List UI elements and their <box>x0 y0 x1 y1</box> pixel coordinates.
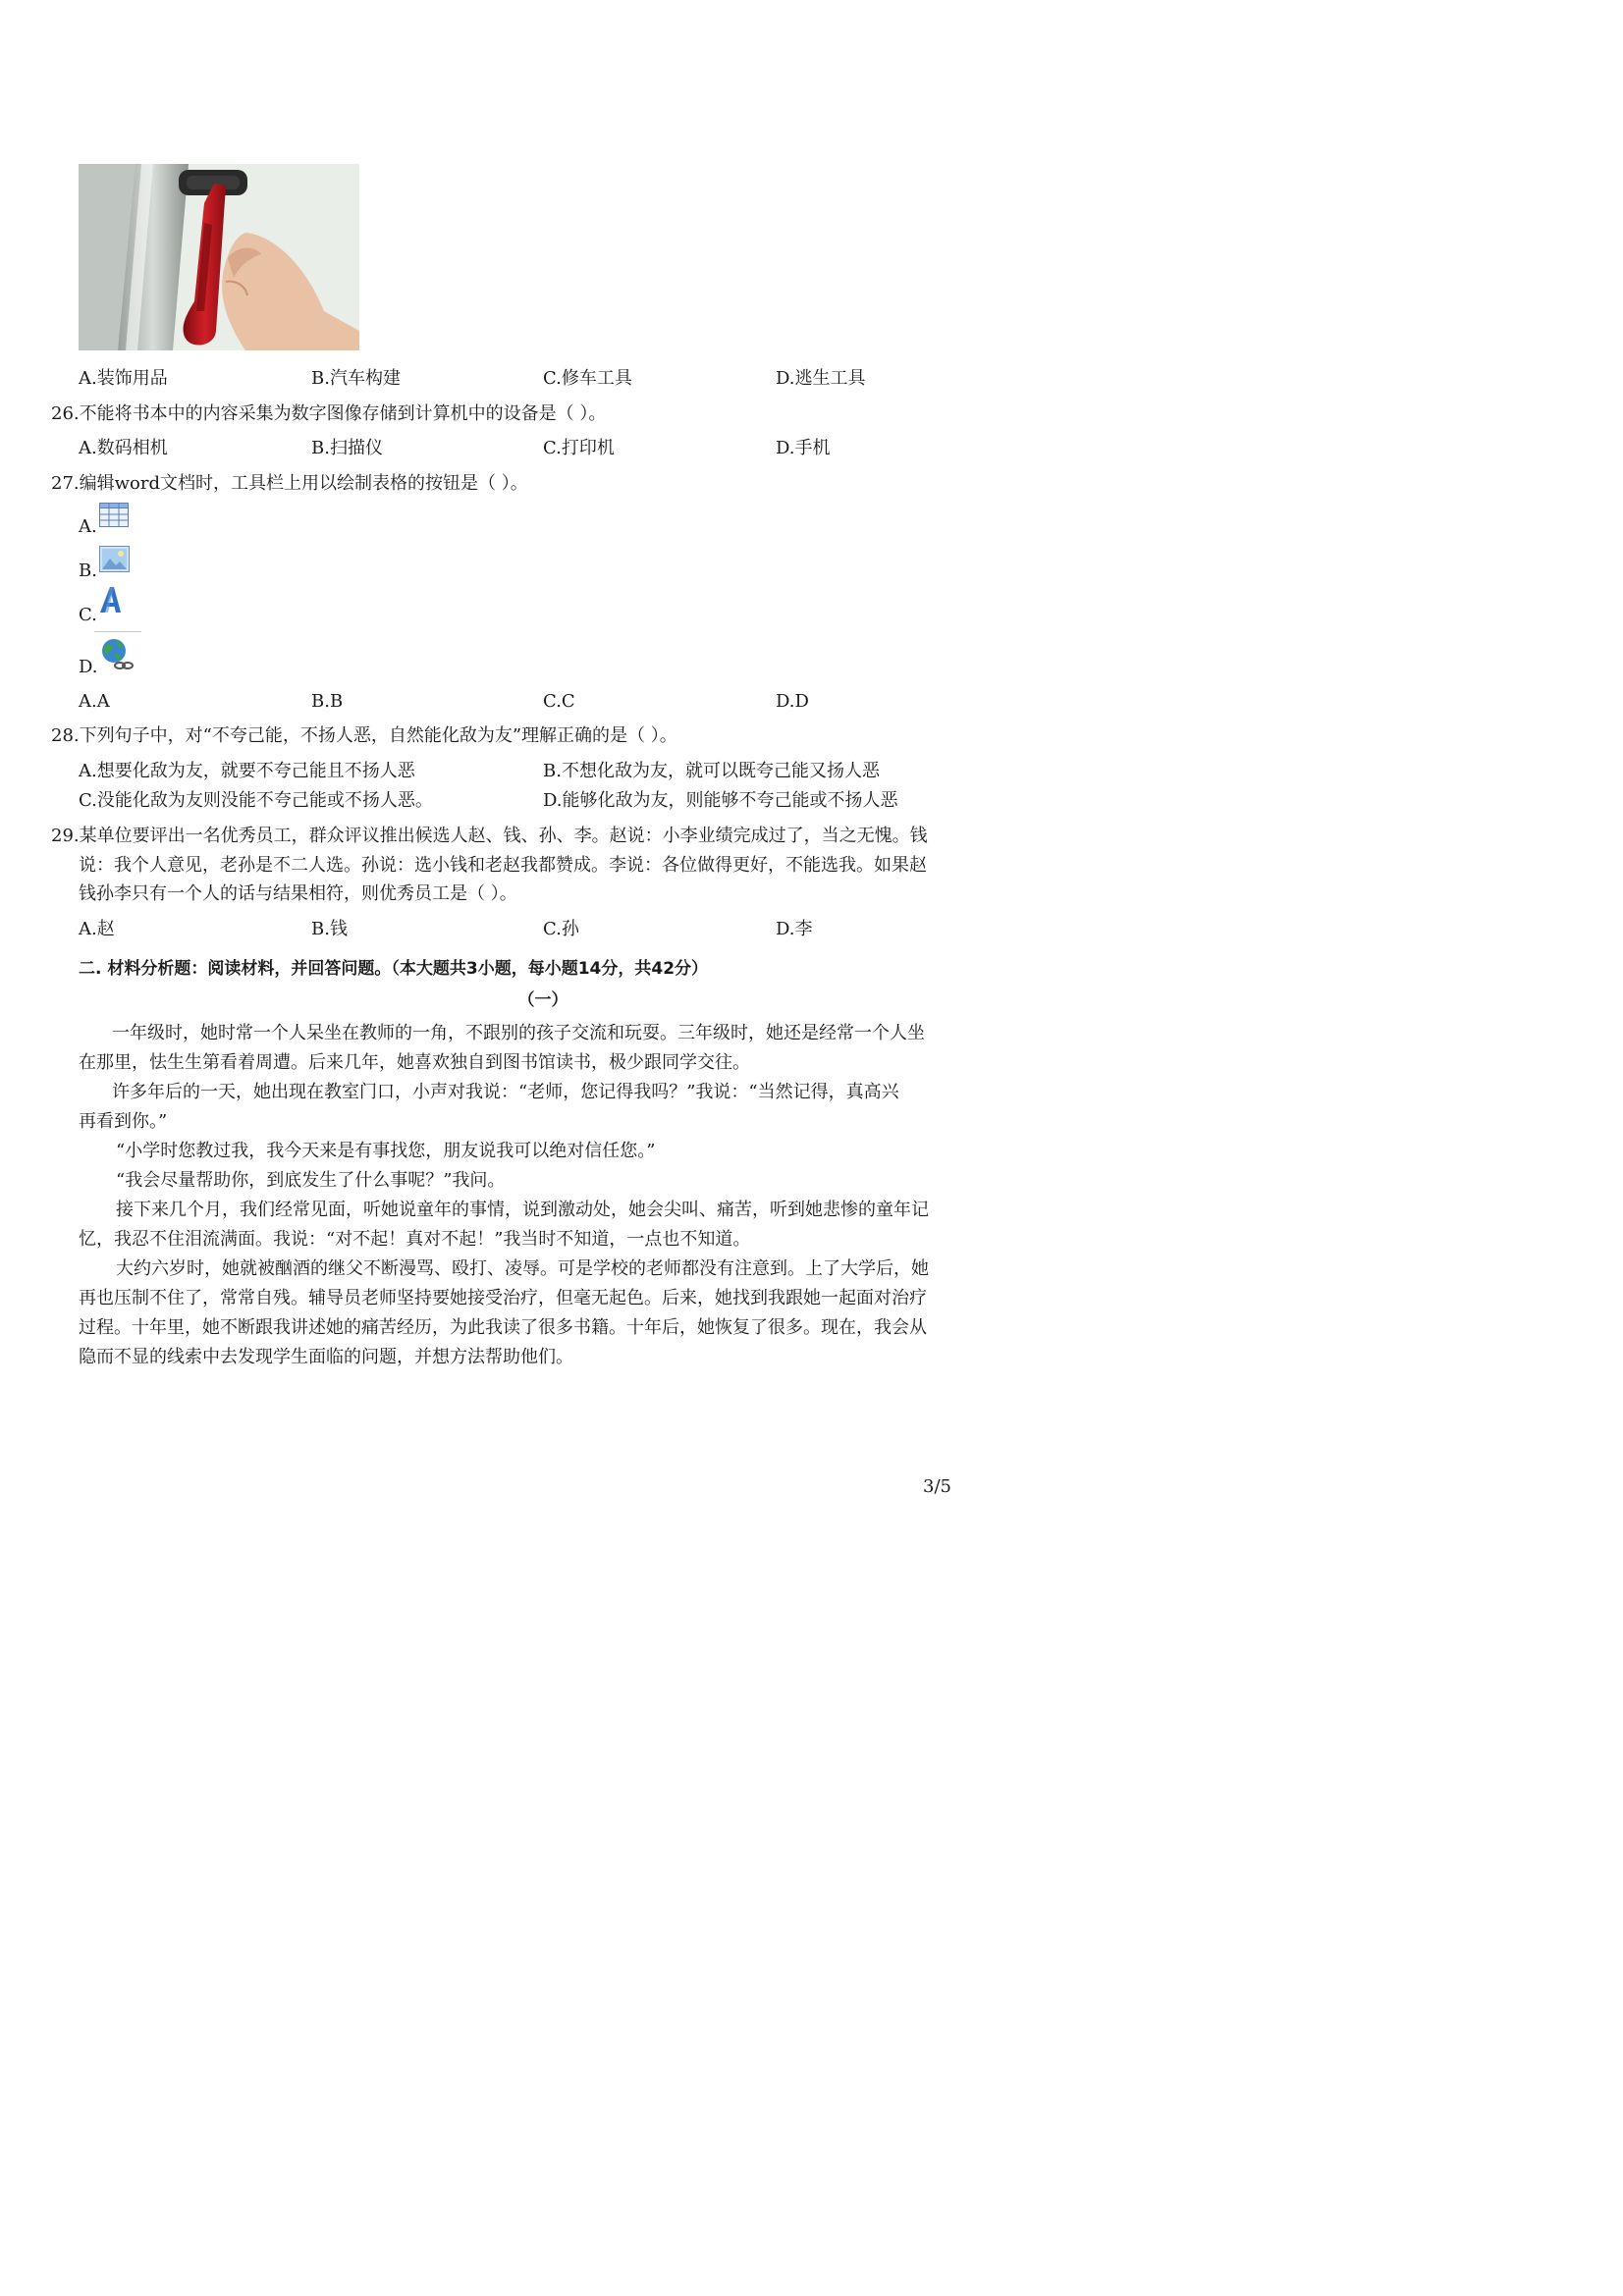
q29-stem-line-1: 29.某单位要评出一名优秀员工，群众评议推出候选人赵、钱、孙、李。赵说：小李业绩完成过了，当之无愧。钱 <box>51 826 928 846</box>
q26-option-c[interactable]: C.打印机 <box>543 438 615 458</box>
q27-icon-label-c: C. <box>79 605 97 625</box>
passage-line: 隐而不显的线索中去发现学生面临的问题，并想方法帮助他们。 <box>79 1347 573 1367</box>
q26-option-a[interactable]: A.数码相机 <box>79 438 168 458</box>
q29-option-a[interactable]: A.赵 <box>79 919 115 939</box>
q28-stem: 28.下列句子中，对“不夸己能，不扬人恶，自然能化敌为友”理解正确的是（ ）。 <box>51 725 677 746</box>
q26-option-d[interactable]: D.手机 <box>776 438 831 458</box>
q28-option-c[interactable]: C.没能化敌为友则没能不夸己能或不扬人恶。 <box>79 790 433 811</box>
emergency-hammer-icon <box>79 164 359 350</box>
q26-stem: 26.不能将书本中的内容采集为数字图像存储到计算机中的设备是（ ）。 <box>51 403 607 424</box>
globe-link-icon[interactable] <box>98 637 135 670</box>
q27-option-d[interactable]: D.D <box>776 691 809 712</box>
q25-option-a[interactable]: A.装饰用品 <box>79 368 168 389</box>
q29-stem-line-3: 钱孙李只有一个人的话与结果相符，则优秀员工是（ ）。 <box>79 883 517 904</box>
divider <box>94 631 141 632</box>
q29-option-c[interactable]: C.孙 <box>543 919 579 939</box>
passage <box>79 1019 1001 1372</box>
passage-line: 大约六岁时，她就被酗酒的继父不断漫骂、殴打、凌辱。可是学校的老师都没有注意到。上了大学后，她 <box>116 1258 929 1279</box>
q27-option-a[interactable]: A.A <box>79 691 110 712</box>
q25-option-c[interactable]: C.修车工具 <box>543 368 632 389</box>
passage-line: “小学时您教过我，我今天来是有事找您，朋友说我可以绝对信任您。” <box>116 1141 656 1161</box>
passage-line: 再也压制不住了，常常自残。辅导员老师坚持要她接受治疗，但毫无起色。后来，她找到我跟她一起面对治疗 <box>79 1288 927 1308</box>
passage-line: 一年级时，她时常一个人呆坐在教师的一角，不跟别的孩子交流和玩耍。三年级时，她还是经常一个人坐 <box>112 1023 925 1043</box>
passage-line: 过程。十年里，她不断跟我讲述她的痛苦经历，为此我读了很多书籍。十年后，她恢复了很多。现在，我会从 <box>79 1317 927 1338</box>
q29-stem-line-2: 说：我个人意见，老孙是不二人选。孙说：选小钱和老赵我都赞成。李说：各位做得更好，不能选我。如果赵 <box>79 855 927 876</box>
passage-line: “我会尽量帮助你，到底发生了什么事呢？”我问。 <box>116 1170 506 1191</box>
q27-icon-label-a: A. <box>79 516 97 537</box>
q28-option-a[interactable]: A.想要化敌为友，就要不夸己能且不扬人恶 <box>79 761 415 781</box>
q26-option-b[interactable]: B.扫描仪 <box>311 438 383 458</box>
q27-option-b[interactable]: B.B <box>311 691 344 712</box>
passage-line: 许多年后的一天，她出现在教室门口，小声对我说：“老师，您记得我吗？”我说：“当然记得，真高兴 <box>112 1082 899 1102</box>
q27-option-c[interactable]: C.C <box>543 691 575 712</box>
page-number: 3/5 <box>923 1476 951 1497</box>
q29-option-d[interactable]: D.李 <box>776 919 813 939</box>
q28-option-b[interactable]: B.不想化敌为友，就可以既夸己能又扬人恶 <box>543 761 880 781</box>
passage-line: 再看到你。” <box>79 1111 168 1132</box>
wordart-font-icon[interactable] <box>96 585 126 614</box>
exam-page <box>0 0 1087 1538</box>
q28-option-d[interactable]: D.能够化敌为友，则能够不夸己能或不扬人恶 <box>543 790 898 811</box>
picture-icon[interactable] <box>99 546 130 572</box>
emergency-hammer-photo <box>79 164 359 350</box>
q25-option-b[interactable]: B.汽车构建 <box>311 368 401 389</box>
passage-line: 接下来几个月，我们经常见面，听她说童年的事情，说到激动处，她会尖叫、痛苦，听到她悲惨的童年记 <box>116 1200 929 1220</box>
q27-stem: 27.编辑word文档时，工具栏上用以绘制表格的按钮是（ ）。 <box>51 473 528 494</box>
passage-line: 忆，我忍不住泪流满面。我说：“对不起！真对不起！”我当时不知道，一点也不知道。 <box>79 1229 751 1250</box>
q27-icon-label-d: D. <box>79 657 98 677</box>
q27-icon-label-b: B. <box>79 561 97 581</box>
passage-line: 在那里，怯生生第看着周遭。后来几年，她喜欢独自到图书馆读书，极少跟同学交往。 <box>79 1052 750 1073</box>
part-label: （一） <box>517 990 568 1010</box>
q29-option-b[interactable]: B.钱 <box>311 919 348 939</box>
q25-option-d[interactable]: D.逃生工具 <box>776 368 866 389</box>
section-heading: 二. 材料分析题：阅读材料，并回答问题。（本大题共3小题，每小题14分，共42分） <box>79 959 709 979</box>
table-grid-icon[interactable] <box>99 503 129 527</box>
